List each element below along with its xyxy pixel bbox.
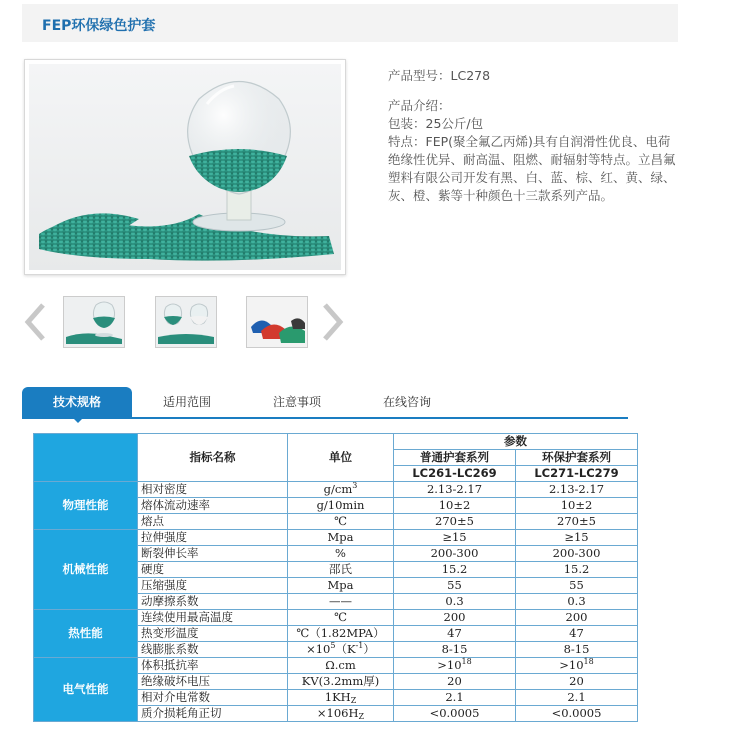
tab-specs[interactable]: 技术规格 [22, 387, 132, 417]
row-name: 热变形温度 [138, 626, 288, 642]
product-model: 产品型号：LC278 [388, 68, 491, 83]
row-value-1: 47 [394, 626, 516, 642]
main-product-image [24, 59, 346, 275]
tab-consult[interactable]: 在线咨询 [382, 395, 431, 409]
row-value-1: 55 [394, 578, 516, 594]
row-value-1: 2.13-2.17 [394, 482, 516, 498]
row-unit: ℃（1.82MPA） [288, 626, 394, 642]
row-value-1: <0.0005 [394, 706, 516, 722]
row-unit: g/10min [288, 498, 394, 514]
row-unit: Ω.cm [288, 658, 394, 674]
row-unit: $g/cm^3$ [288, 482, 394, 498]
row-value-2: 2.1 [516, 690, 638, 706]
tab-notes[interactable]: 注意事项 [272, 395, 321, 409]
row-name: 绝缘破坏电压 [138, 674, 288, 690]
category-electrical: 电气性能 [34, 658, 138, 722]
page-title: FEP环保绿色护套 [42, 18, 156, 34]
row-name: 动摩擦系数 [138, 594, 288, 610]
row-value-2: 15.2 [516, 562, 638, 578]
row-name: 熔体流动速率 [138, 498, 288, 514]
tab-pointer [72, 417, 84, 423]
row-value-1: 0.3 [394, 594, 516, 610]
row-unit: KV(3.2mm厚) [288, 674, 394, 690]
product-features: 特点：FEP(聚全氟乙丙烯)具有自润滑性优良、电荷绝缘性优异、耐高温、阻燃、耐辐射等特点。立昌氟塑料有限公司开发有黑、白、蓝、棕、红、黄、绿、灰、橙、紫等十种颜色十三款系列产品。 [388, 134, 676, 203]
row-value-2: ≥15 [516, 530, 638, 546]
row-value-1: 270±5 [394, 514, 516, 530]
row-name: 相对介电常数 [138, 690, 288, 706]
thumbnail-1[interactable] [63, 296, 125, 348]
row-name: 断裂伸长率 [138, 546, 288, 562]
row-name: 熔点 [138, 514, 288, 530]
row-value-1: 8-15 [394, 642, 516, 658]
thumbnail-3[interactable] [246, 296, 308, 348]
row-value-2: <0.0005 [516, 706, 638, 722]
title-bar [22, 4, 678, 42]
tab-bar [22, 387, 628, 419]
row-value-1: 200 [394, 610, 516, 626]
header-series-2: 环保护套系列 [516, 450, 638, 466]
row-value-1: 2.1 [394, 690, 516, 706]
row-name: 质介损耗角正切 [138, 706, 288, 722]
next-arrow-icon[interactable] [321, 302, 345, 342]
header-series-1: 普通护套系列 [394, 450, 516, 466]
flask-green-pellets-icon [64, 297, 124, 347]
row-value-1: $>10^{18}$ [394, 658, 516, 674]
category-mechanical: 机械性能 [34, 530, 138, 610]
row-name: 体积抵抗率 [138, 658, 288, 674]
row-unit: $\times 10^5(K^{-1})$ [288, 642, 394, 658]
row-name: 相对密度 [138, 482, 288, 498]
flask-green-pellets-icon [29, 64, 341, 270]
row-unit: ℃ [288, 514, 394, 530]
row-unit: —— [288, 594, 394, 610]
header-series-2-range: LC271-LC279 [516, 466, 638, 482]
tab-applications[interactable]: 适用范围 [162, 395, 211, 409]
row-value-2: $>10^{18}$ [516, 658, 638, 674]
row-value-2: 270±5 [516, 514, 638, 530]
two-flasks-icon [156, 297, 216, 347]
spec-table [33, 433, 638, 722]
category-thermal: 热性能 [34, 610, 138, 658]
row-value-1: ≥15 [394, 530, 516, 546]
row-value-2: 200 [516, 610, 638, 626]
colored-pellets-icon [247, 297, 307, 347]
row-value-2: 0.3 [516, 594, 638, 610]
row-value-2: 47 [516, 626, 638, 642]
row-value-2: 10±2 [516, 498, 638, 514]
row-unit: $\times 106H_Z$ [288, 706, 394, 722]
product-intro-label: 产品介绍： [388, 98, 451, 113]
row-unit: Mpa [288, 578, 394, 594]
row-unit: % [288, 546, 394, 562]
row-unit: ℃ [288, 610, 394, 626]
row-value-2: 8-15 [516, 642, 638, 658]
row-value-1: 10±2 [394, 498, 516, 514]
row-unit: 邵氏 [288, 562, 394, 578]
header-unit: 单位 [288, 434, 394, 482]
row-value-2: 200-300 [516, 546, 638, 562]
header-name: 指标名称 [138, 434, 288, 482]
category-physical: 物理性能 [34, 482, 138, 530]
thumbnail-2[interactable] [155, 296, 217, 348]
header-corner [34, 434, 138, 482]
prev-arrow-icon[interactable] [23, 302, 47, 342]
row-unit: $1KH_Z$ [288, 690, 394, 706]
product-info [388, 67, 680, 205]
row-name: 硬度 [138, 562, 288, 578]
header-params: 参数 [394, 434, 638, 450]
row-value-1: 20 [394, 674, 516, 690]
row-name: 连续使用最高温度 [138, 610, 288, 626]
row-name: 线膨胀系数 [138, 642, 288, 658]
row-value-1: 200-300 [394, 546, 516, 562]
header-series-1-range: LC261-LC269 [394, 466, 516, 482]
row-value-2: 20 [516, 674, 638, 690]
row-value-1: 15.2 [394, 562, 516, 578]
row-name: 压缩强度 [138, 578, 288, 594]
row-name: 拉伸强度 [138, 530, 288, 546]
row-value-2: 55 [516, 578, 638, 594]
row-unit: Mpa [288, 530, 394, 546]
product-package: 包装：25公斤/包 [388, 116, 484, 131]
row-value-2: 2.13-2.17 [516, 482, 638, 498]
